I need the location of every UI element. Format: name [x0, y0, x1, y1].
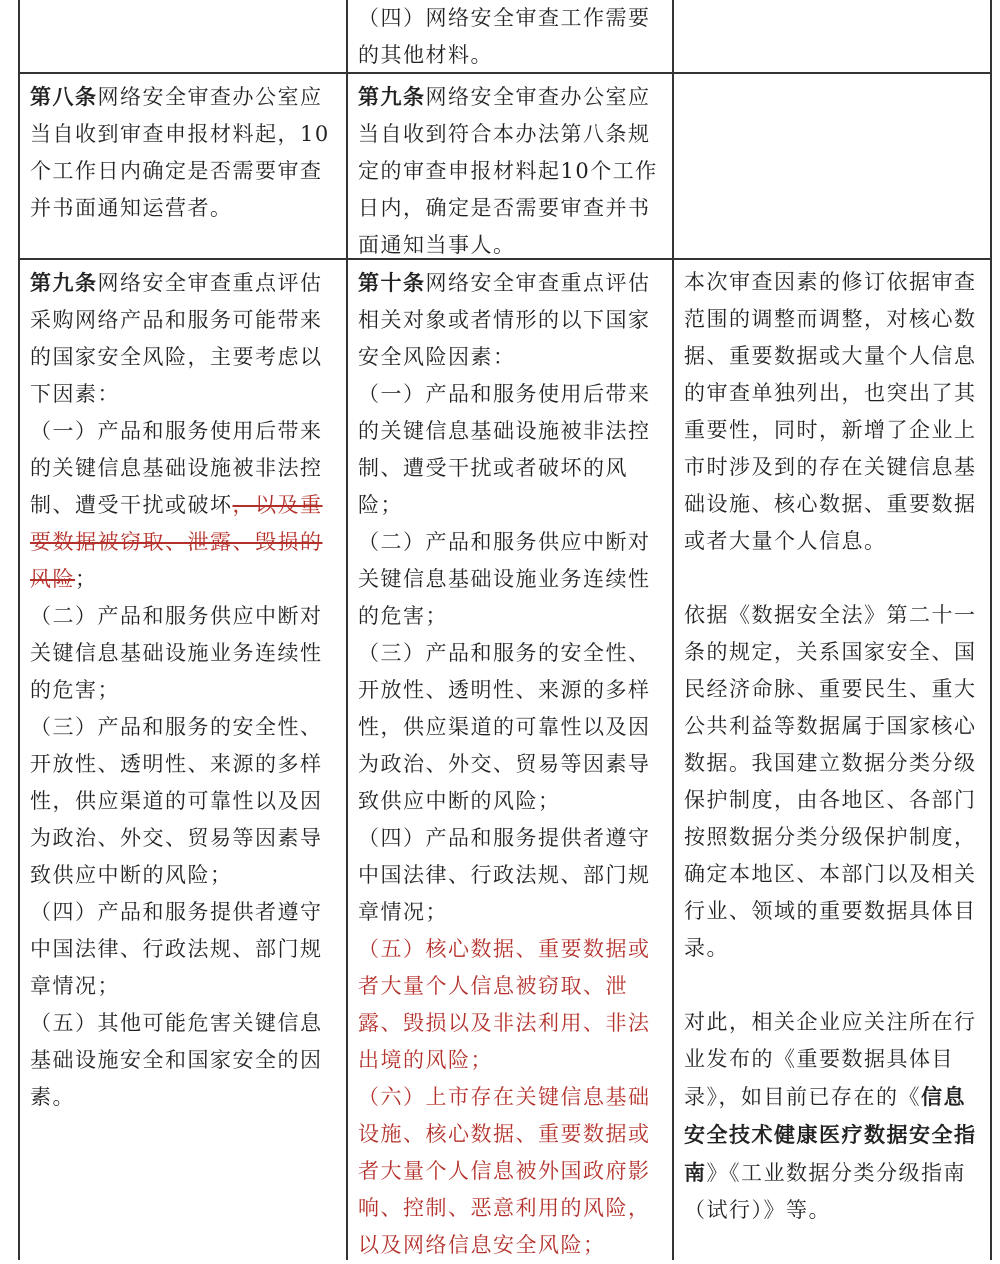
- article-title: 第九条: [358, 84, 426, 109]
- article-title: 第八条: [30, 84, 98, 109]
- factor-item: （四）产品和服务提供者遵守中国法律、行政法规、部门规章情况；: [358, 826, 651, 924]
- article-title: 第十条: [358, 270, 426, 295]
- paragraph-spacer: [684, 560, 980, 597]
- commentary-text: 》《工业数据分类分级指南（试行）》等。: [684, 1161, 966, 1222]
- article-body: 网络安全审查办公室应当自收到符合本办法第八条规定的审查申报材料起10个工作日内，确定是否需要审查并书面通知当事人。: [358, 85, 658, 257]
- factor-item: （四）产品和服务提供者遵守中国法律、行政法规、部门规章情况；: [30, 900, 323, 998]
- article-body: 网络安全审查办公室应当自收到审查申报材料起，10个工作日内确定是否需要审查并书面通知运营者。: [30, 85, 330, 220]
- row1-middle-cell: [358, 0, 660, 74]
- factor-item: （二）产品和服务供应中断对关键信息基础设施业务连续性的危害；: [30, 604, 323, 702]
- paragraph-spacer: [684, 967, 980, 1004]
- factor-item: （一）产品和服务使用后带来的关键信息基础设施被非法控制、遭受干扰或者破坏的风险；: [358, 382, 651, 517]
- factor-text: （一）产品和服务使用后带来的关键信息基础设施被非法控制、遭受干扰或破坏: [30, 419, 323, 517]
- row3-right-cell: [684, 264, 980, 1229]
- row2-left-cell: [30, 78, 334, 227]
- factor-item: [30, 413, 334, 598]
- factor-item: （五）其他可能危害关键信息基础设施安全和国家安全的因素。: [30, 1011, 323, 1109]
- article-intro: 网络安全审查重点评估相关对象或者情形的以下国家安全风险因素：: [358, 271, 651, 369]
- row2-middle-cell: [358, 78, 660, 264]
- commentary-paragraph: 依据《数据安全法》第二十一条的规定，关系国家安全、国民经济命脉、重要民生、重大公共利益等数据属于国家核心数据。我国建立数据分类分级保护制度，由各地区、各部门按照数据分类分级保护制度，确定本地区、本部门以及相关行业、领域的重要数据具体目录。: [684, 603, 977, 960]
- row3-left-cell: [30, 264, 334, 1116]
- row3-middle-cell: [358, 264, 660, 1264]
- referenced-guide-title: 信息安全技术健康医疗数据安全指南: [684, 1084, 977, 1185]
- article-9-new: [358, 78, 660, 264]
- article-9-old: [30, 264, 334, 413]
- factor-item: （二）产品和服务供应中断对关键信息基础设施业务连续性的危害；: [358, 530, 651, 628]
- commentary-paragraph: [684, 1004, 980, 1229]
- deleted-text: ，以及重要数据被窃取、泄露、毁损的风险: [30, 493, 323, 591]
- table-divider-1: [346, 0, 348, 1260]
- article-10-new: [358, 264, 660, 376]
- commentary-paragraph: 本次审查因素的修订依据审查范围的调整而调整，对核心数据、重要数据或大量个人信息的审查单独列出，也突出了其重要性，同时，新增了企业上市时涉及到的存在关键信息基础设施、核心数据、重要数据或者大量个人信息。: [684, 270, 977, 553]
- added-factor-item: （五）核心数据、重要数据或者大量个人信息被窃取、泄露、毁损以及非法利用、非法出境的风险；: [358, 937, 651, 1072]
- row1-middle-text: （四）网络安全审查工作需要的其他材料。: [358, 6, 651, 67]
- table-border-left: [18, 0, 20, 1260]
- article-8-old: [30, 78, 334, 227]
- factor-text-end: ；: [75, 567, 98, 591]
- factor-item: （三）产品和服务的安全性、开放性、透明性、来源的多样性，供应渠道的可靠性以及因为政治、外交、贸易等因素导致供应中断的风险；: [30, 715, 323, 887]
- added-factor-item: （六）上市存在关键信息基础设施、核心数据、重要数据或者大量个人信息被外国政府影响、控制、恶意利用的风险，以及网络信息安全风险；: [358, 1085, 651, 1257]
- table-divider-2: [672, 0, 674, 1260]
- article-intro: 网络安全审查重点评估采购网络产品和服务可能带来的国家安全风险，主要考虑以下因素：: [30, 271, 323, 406]
- article-title: 第九条: [30, 270, 98, 295]
- commentary-text: 对此，相关企业应关注所在行业发布的《重要数据具体目录》，如目前已存在的《: [684, 1010, 977, 1109]
- factor-item: （三）产品和服务的安全性、开放性、透明性、来源的多样性，供应渠道的可靠性以及因为政治、外交、贸易等因素导致供应中断的风险；: [358, 641, 651, 813]
- table-border-right: [990, 0, 992, 1260]
